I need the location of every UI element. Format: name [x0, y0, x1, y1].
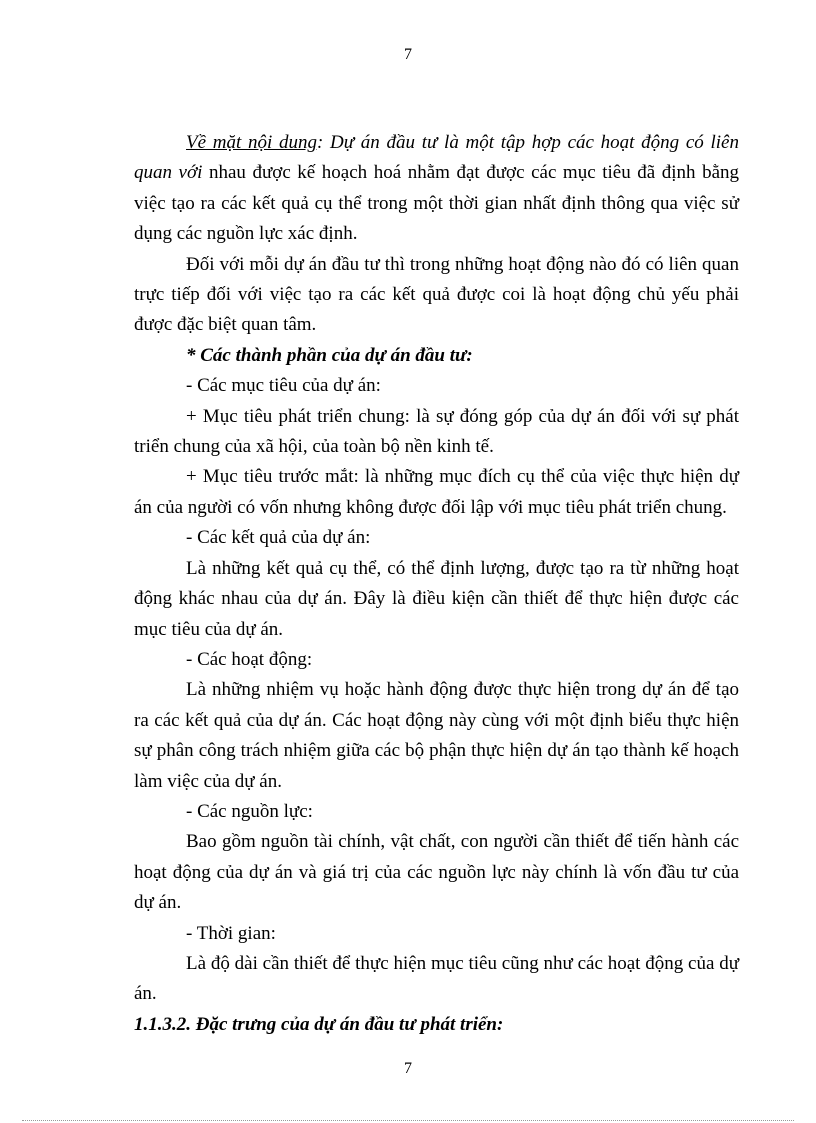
activities-label: - Các hoạt động:	[186, 648, 313, 670]
content-lead-term: Về mặt nội dung	[186, 132, 317, 153]
section-heading: 1.1.3.2. Đặc trưng của dự án đầu tư phát triển:	[134, 1013, 504, 1035]
paragraph-content-definition	[134, 128, 739, 250]
page-bottom-dotted-rule	[22, 1120, 794, 1121]
content-definition-body: nhau được kế hoạch hoá nhằm đạt được các mục tiêu đã định bằng việc tạo ra các kết quả cụ thể trong một thời gian nhất định thông qua việc sử dụng các nguồn lực xác định.	[134, 162, 740, 245]
paragraph-core-activities: Đối với mỗi dự án đầu tư thì trong những hoạt động nào đó có liên quan trực tiếp đối với việc tạo ra các kết quả được coi là hoạt động chủ yếu phải được đặc biệt quan tâm.	[134, 253, 739, 336]
document-body	[134, 128, 739, 1040]
time-label: - Thời gian:	[186, 922, 276, 944]
content-lead-definition: : Dự án đầu tư là một tập hợp các hoạt động có liên quan với	[134, 132, 739, 184]
results-text: Là những kết quả cụ thể, có thể định lượng, được tạo ra từ những hoạt động khác nhau của dự án. Đây là điều kiện cần thiết để thực hiện được các mục tiêu của dự án.	[134, 557, 739, 640]
footer-page-number: 7	[404, 1060, 412, 1077]
objective-immediate: + Mục tiêu trước mắt: là những mục đích cụ thể của việc thực hiện dự án của người có vốn nhưng không được đối lập với mục tiêu phát triển chung.	[134, 466, 739, 518]
resources-label: - Các nguồn lực:	[186, 800, 313, 822]
activities-text: Là những nhiệm vụ hoặc hành động được thực hiện trong dự án để tạo ra các kết quả của dự án. Các hoạt động này cùng với một định biểu thực hiện sự phân công trách nhiệm giữa các bộ phận thực hiện dự án tạo thành kế hoạch làm việc của dự án.	[134, 679, 739, 792]
time-text: Là độ dài cần thiết để thực hiện mục tiêu cũng như các hoạt động của dự án.	[134, 952, 739, 1005]
header-page-number: 7	[404, 46, 412, 63]
results-label: - Các kết quả của dự án:	[186, 527, 371, 549]
components-heading: * Các thành phần của dự án đầu tư:	[186, 344, 473, 366]
objectives-label: - Các mục tiêu của dự án:	[186, 375, 381, 397]
objective-general: + Mục tiêu phát triển chung: là sự đóng góp của dự án đối với sự phát triển chung của xã hội, của toàn bộ nền kinh tế.	[134, 405, 739, 458]
resources-text: Bao gồm nguồn tài chính, vật chất, con người cần thiết để tiến hành các hoạt động của dự án và giá trị của các nguồn lực này chính là vốn đầu tư của dự án.	[134, 831, 739, 914]
